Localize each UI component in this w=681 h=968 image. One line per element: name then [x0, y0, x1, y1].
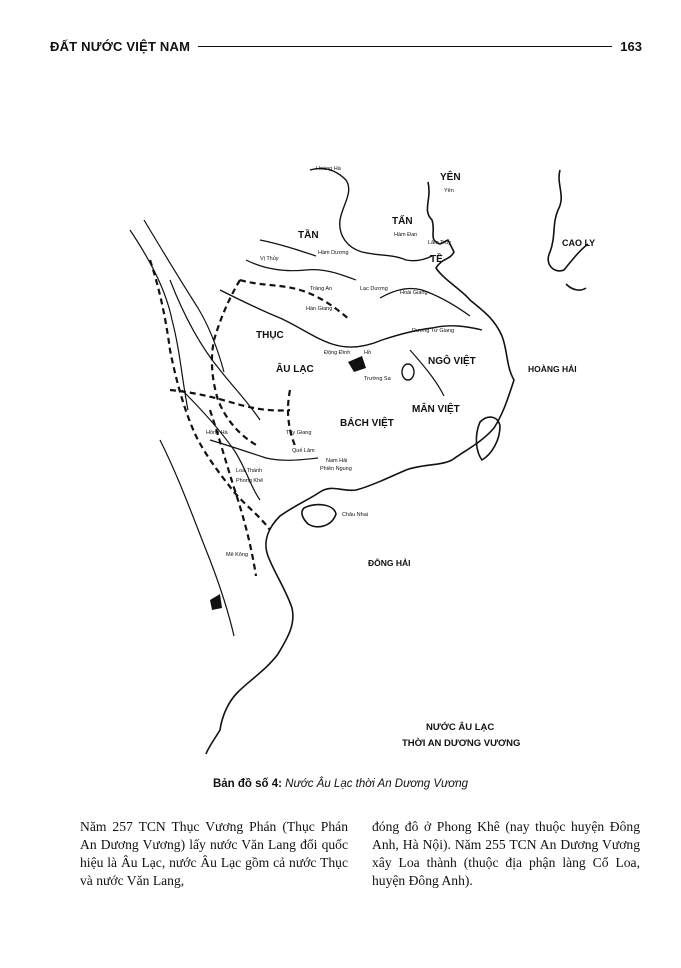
label-lam-truy: Lâm Truy: [428, 240, 451, 246]
label-nam-hai: Nam Hải: [326, 458, 348, 464]
caption-label: Bản đồ số 4:: [212, 778, 282, 790]
poyang-lake: [402, 364, 414, 380]
caption-text: Nước Âu Lạc thời An Dương Vương: [285, 778, 469, 790]
label-chau-nhai: Châu Nhai: [342, 512, 368, 518]
label-ngo-viet: NGÔ VIỆT: [428, 356, 476, 367]
label-dong-dinh: Động Đình: [324, 350, 351, 356]
label-yen: YÊN: [440, 172, 461, 183]
map-title-line2: THỜI AN DƯƠNG VƯƠNG: [402, 738, 521, 749]
hoang-ha-river: [310, 168, 432, 260]
label-hoang-hai: HOÀNG HẢI: [528, 364, 577, 374]
label-man-viet: MÂN VIỆT: [412, 404, 460, 415]
header-rule: [198, 46, 612, 47]
label-hoang-ha: Hoàng Hà: [316, 166, 341, 172]
label-ho: Hồ: [364, 350, 372, 356]
label-bach-viet: BÁCH VIỆT: [340, 418, 394, 429]
map-caption: [0, 778, 681, 790]
label-phong-khe: Phong Khê: [236, 478, 264, 484]
map-svg: [110, 140, 596, 760]
page-header: [50, 36, 642, 56]
label-que-lam: Quế Lâm: [292, 448, 315, 454]
label-tan2: TẤN: [392, 216, 413, 227]
label-ham-dan: Hàm Đan: [394, 232, 418, 238]
label-te: TỀ: [430, 254, 443, 265]
hainan-island: [302, 505, 336, 527]
label-truong-an: Tràng An: [310, 286, 333, 292]
label-au-lac: ÂU LẠC: [276, 364, 314, 375]
label-cao-ly: CAO LY: [562, 238, 596, 248]
label-tay-giang: Tây Giang: [286, 430, 312, 436]
label-hoai-giang: Hoài Giang: [400, 290, 428, 296]
label-ham-duong: Hàm Dương: [318, 250, 349, 256]
au-lac-boundary: [150, 260, 270, 530]
label-lac-duong: Lạc Dương: [360, 286, 388, 292]
historical-map: [110, 140, 596, 760]
body-text: [80, 818, 640, 890]
japan-island: [566, 284, 586, 290]
dong-dinh-lake: [348, 356, 366, 372]
body-column-left: Năm 257 TCN Thục Vương Phán (Thục Phán An Dương Vương) lấy nước Văn Lang đổi quốc hiệu là Âu Lạc, nước Âu Lạc gồm cả nước Thục và nước Văn Lang,: [80, 819, 348, 888]
map-title-line1: NƯỚC ÂU LẠC: [426, 722, 495, 733]
page-number: 163: [620, 38, 642, 54]
label-tan: TẦN: [298, 230, 319, 241]
label-loa-thanh: Loa Thành: [236, 468, 263, 474]
label-dong-hai: ĐÔNG HẢI: [368, 558, 411, 568]
label-me-kong: Mê Kông: [226, 552, 249, 558]
body-column-right: đóng đô ở Phong Khê (nay thuộc huyện Đông Anh, Hà Nội). Năm 255 TCN An Dương Vương xây Loa thành (thuộc địa phận làng Cổ Loa, huyện Đông Anh).: [372, 819, 640, 888]
korea-peninsula: [548, 170, 588, 271]
label-vi-thuy: Vị Thủy: [260, 256, 279, 262]
label-duong-tu-giang: Dương Tử Giang: [412, 328, 455, 334]
label-thuc: THỤC: [256, 330, 284, 341]
label-han-giang: Hán Giang: [306, 306, 333, 312]
label-truong-sa: Trường Sa: [364, 376, 391, 382]
label-yen-small: Yên: [444, 188, 454, 194]
label-phien-ngung: Phiên Ngung: [320, 466, 352, 472]
label-hong-ha: Hồng Hà: [206, 430, 228, 436]
running-title: ĐẤT NƯỚC VIỆT NAM: [50, 38, 191, 54]
